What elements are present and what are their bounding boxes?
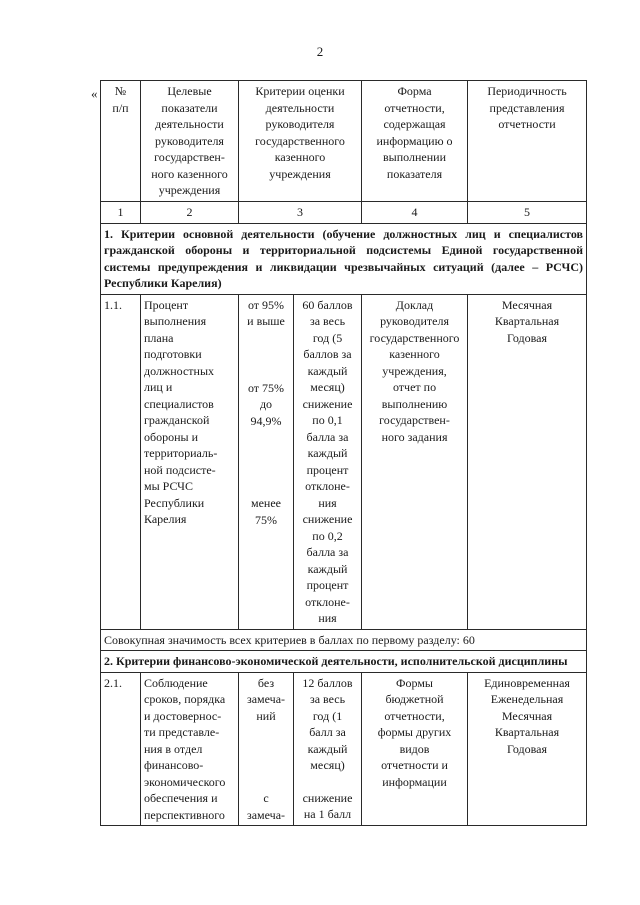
score-value: снижение по 0,2 балла за каждый процент отклоне- ния xyxy=(302,512,353,625)
score-value: снижение по 0,1 балла за каждый процент отклоне- ния xyxy=(302,396,353,510)
spacer xyxy=(242,724,290,790)
criterion-value: от 95% и выше xyxy=(247,297,285,328)
column-number: 1 xyxy=(101,202,141,224)
spacer xyxy=(242,429,290,495)
column-number: 2 xyxy=(141,202,239,224)
criterion-value: от 75% до 94,9% xyxy=(247,380,285,428)
row-periodicity: Единовременная Еженедельная Месячная Квартальная Годовая xyxy=(468,672,587,826)
spacer xyxy=(242,330,290,380)
criterion-value: с замеча- xyxy=(246,791,286,822)
row-criterion xyxy=(239,294,294,629)
row-score xyxy=(294,672,362,826)
row-report-form: Доклад руководителя государственного казенного учреждения, отчет по выполнению государствен- ного задания xyxy=(362,294,468,629)
row-indicator: Соблюдение сроков, порядка и достовернос- ти представле- ния в отдел финансово- экономического обеспечения и перспективного xyxy=(141,672,239,826)
row-score xyxy=(294,294,362,629)
section-1-summary: Совокупная значимость всех критериев в баллах по первому разделу: 60 xyxy=(101,629,587,651)
score-value: снижение на 1 балл xyxy=(302,790,353,821)
header-periodicity: Периодичность представления отчетности xyxy=(468,81,587,202)
header-number: № п/п xyxy=(101,81,141,202)
section-2-title: 2. Критерии финансово-экономической деятельности, исполнительской дисциплины xyxy=(101,651,587,673)
row-criterion xyxy=(239,672,294,826)
table-row xyxy=(101,294,587,629)
section-1-title: 1. Критерии основной деятельности (обучение должностных лиц и специалистов гражданской обороны и территориальной подсистемы Единой государственной системы предупреждения и ликвидации чрезвычайных ситуаций (далее – РСЧС) Республики Карелия) xyxy=(101,223,587,294)
row-periodicity: Месячная Квартальная Годовая xyxy=(468,294,587,629)
column-number-row xyxy=(101,202,587,224)
page-number: 2 xyxy=(316,44,324,59)
opening-quote-mark: « xyxy=(91,86,98,101)
criteria-table xyxy=(100,80,587,826)
section-1-title-row xyxy=(101,223,587,294)
header-evaluation-criteria: Критерии оценки деятельности руководителя государственного казенного учреждения xyxy=(239,81,362,202)
score-value: 60 баллов за весь год (5 баллов за каждый месяц) xyxy=(302,297,353,394)
row-number: 2.1. xyxy=(101,672,141,826)
column-number: 3 xyxy=(239,202,362,224)
table-header-row xyxy=(101,81,587,202)
section-1-summary-row xyxy=(101,629,587,651)
header-target-indicators: Целевые показатели деятельности руководителя государствен- ного казенного учреждения xyxy=(141,81,239,202)
criterion-value: менее 75% xyxy=(251,496,281,527)
table-row xyxy=(101,672,587,826)
column-number: 5 xyxy=(468,202,587,224)
score-value: 12 баллов за весь год (1 балл за каждый месяц) xyxy=(302,675,353,772)
column-number: 4 xyxy=(362,202,468,224)
section-2-title-row xyxy=(101,651,587,673)
row-number: 1.1. xyxy=(101,294,141,629)
row-indicator: Процент выполнения плана подготовки должностных лиц и специалистов гражданской обороны и территориаль- ной подсисте- мы РСЧС Республики Карелия xyxy=(141,294,239,629)
row-report-form: Формы бюджетной отчетности, формы других видов отчетности и информации xyxy=(362,672,468,826)
header-report-form: Форма отчетности, содержащая информацию о выполнении показателя xyxy=(362,81,468,202)
criterion-value: без замеча- ний xyxy=(246,675,286,723)
spacer xyxy=(297,774,358,790)
